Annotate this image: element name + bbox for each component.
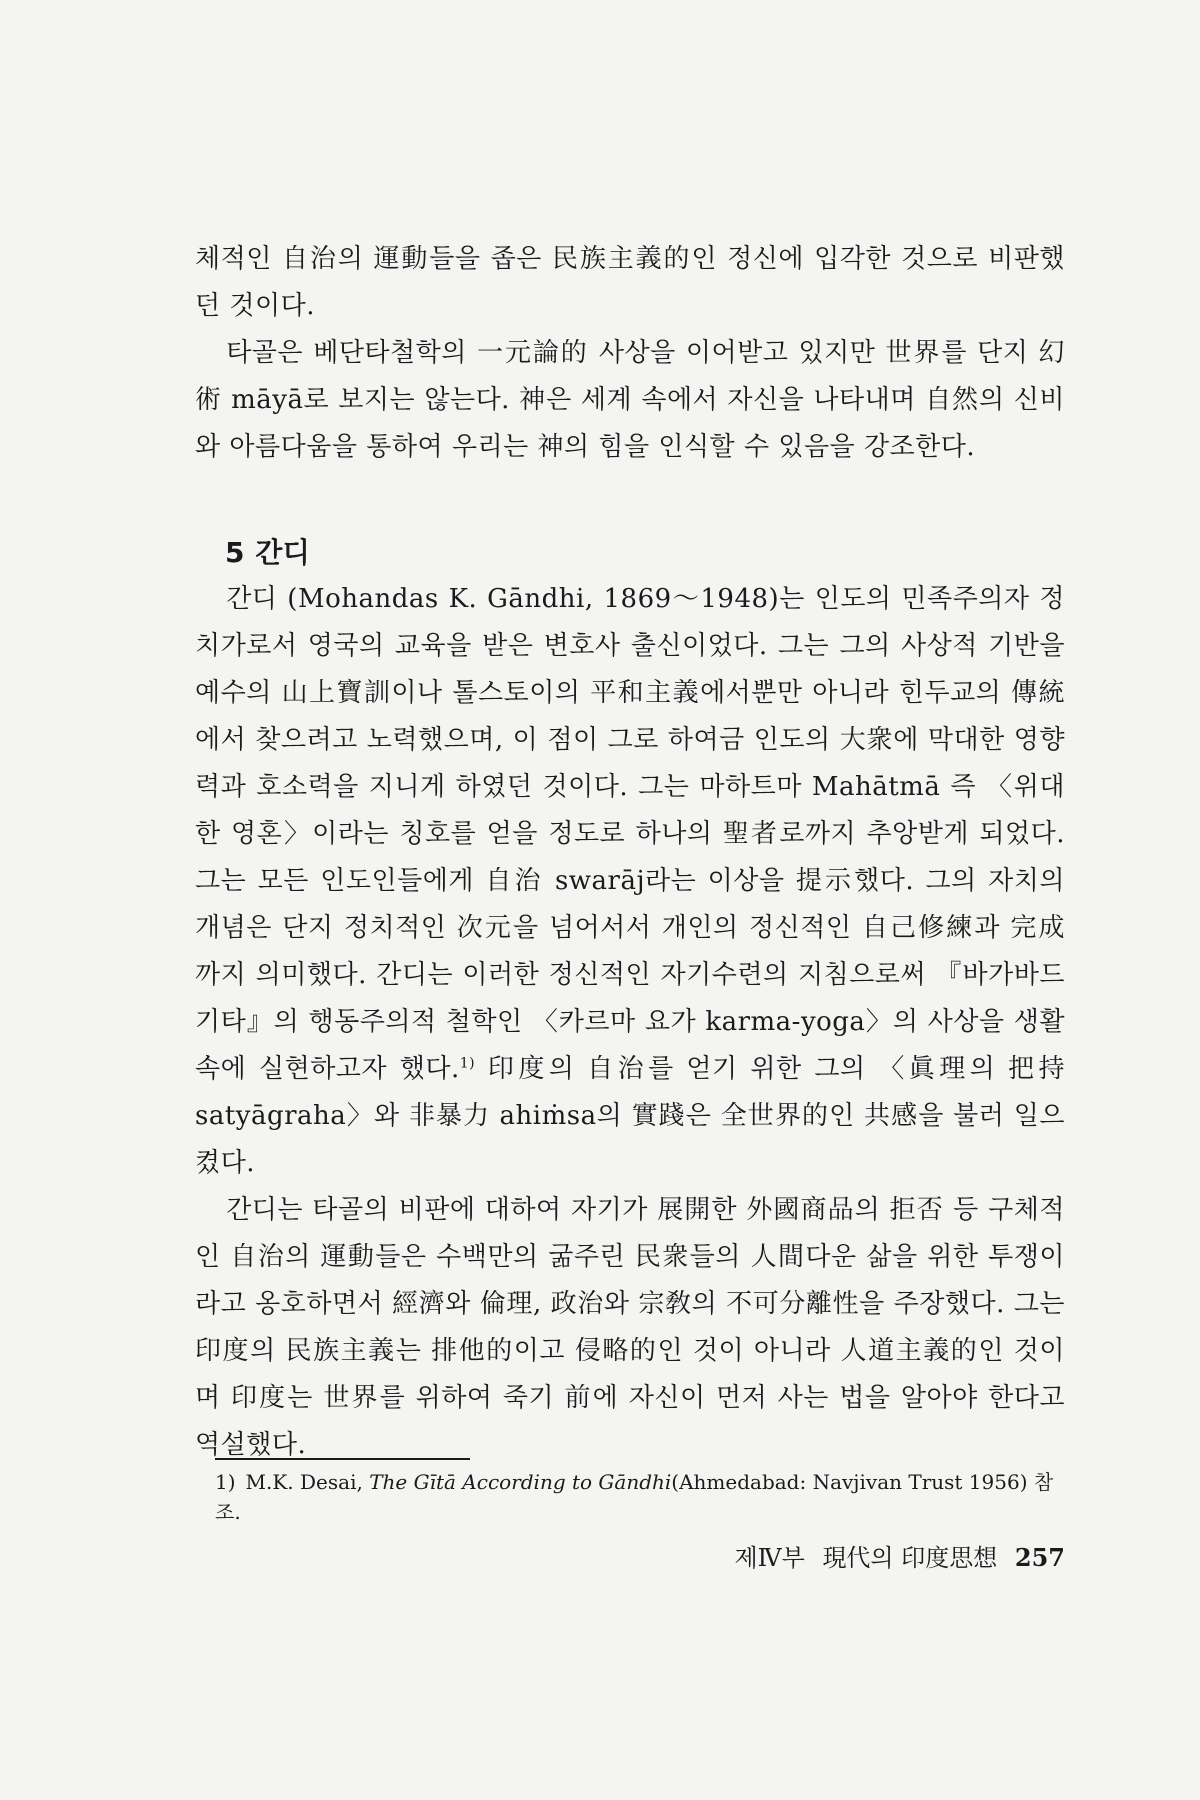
- paragraph-2: 타골은 베단타철학의 一元論的 사상을 이어받고 있지만 世界를 단지 幻術 māyā로 보지는 않는다. 神은 세계 속에서 자신을 나타내며 自然의 신비와 아름다움을 통하여 우리는 神의 힘을 인식할 수 있음을 강조한다.: [195, 338, 1065, 462]
- footnote-reference: 1): [459, 1055, 476, 1072]
- running-footer: [724, 1538, 1065, 1573]
- paragraph-1: 체적인 自治의 運動들을 좁은 民族主義的인 정신에 입각한 것으로 비판했던 것이다.: [195, 244, 1065, 321]
- footnote-author: M.K. Desai,: [245, 1470, 363, 1494]
- paragraph-3-part-a: 간디 (Mohandas K. Gāndhi, 1869～1948)는 인도의 민족주의자 정치가로서 영국의 교육을 받은 변호사 출신이었다. 그는 그의 사상적 기반을 예수의 山上寶訓이나 톨스토이의 平和主義에서뿐만 아니라 힌두교의 傳統에서 찾으려고 노력했으며, 이 점이 그로 하여금 인도의 大衆에 막대한 영향력과 호소력을 지니게 하였던 것이다. 그는 마하트마 Mahātmā 즉 〈위대한 영혼〉이라는 칭호를 얻을 정도로 하나의 聖者로까지 추앙받게 되었다. 그는 모든 인도인들에게 自治 swarāj라는 이상을 提示했다. 그의 자치의 개념은 단지 정치적인 次元을 넘어서서 개인의 정신적인 自己修練과 完成까지 의미했다. 간디는 이러한 정신적인 자기수련의 지침으로써 『바가바드 기타』의 행동주의적 철학인 〈카르마 요가 karma-yoga〉의 사상을 생활 속에 실현하고자 했다.: [195, 584, 1065, 1084]
- footnote-divider: [215, 1458, 470, 1460]
- footnote-number: 1): [215, 1470, 236, 1494]
- footnote-title: The Gītā According to Gāndhi: [369, 1470, 672, 1494]
- section-heading: 5 간디: [225, 536, 311, 569]
- footnote-publication: (Ahmedabad: Navjivan Trust 1956) 참조.: [215, 1470, 1054, 1524]
- paragraph-3-part-b: 印度의 自治를 얻기 위한 그의 〈眞理의 把持 satyāgraha〉와 非暴力 ahiṁsa의 實踐은 全世界的인 共感을 불러 일으켰다.: [195, 1054, 1065, 1178]
- page-number: 257: [1014, 1543, 1065, 1572]
- body-text: [195, 236, 1065, 1469]
- paragraph-4: 간디는 타골의 비판에 대하여 자기가 展開한 外國商品의 拒否 등 구체적인 自治의 運動들은 수백만의 굶주린 民衆들의 人間다운 삶을 위한 투쟁이라고 옹호하면서 經濟와 倫理, 政治와 宗敎의 不可分離性을 주장했다. 그는 印度의 民族主義는 排他的이고 侵略的인 것이 아니라 人道主義的인 것이며 印度는 世界를 위하여 죽기 前에 자신이 먼저 사는 법을 알아야 한다고 역설했다.: [195, 1195, 1065, 1460]
- footer-part: 제Ⅳ부: [734, 1544, 805, 1572]
- footnote: [215, 1467, 1065, 1527]
- footer-section: 現代의 印度思想: [822, 1544, 998, 1572]
- paragraph-3: [195, 576, 1065, 1187]
